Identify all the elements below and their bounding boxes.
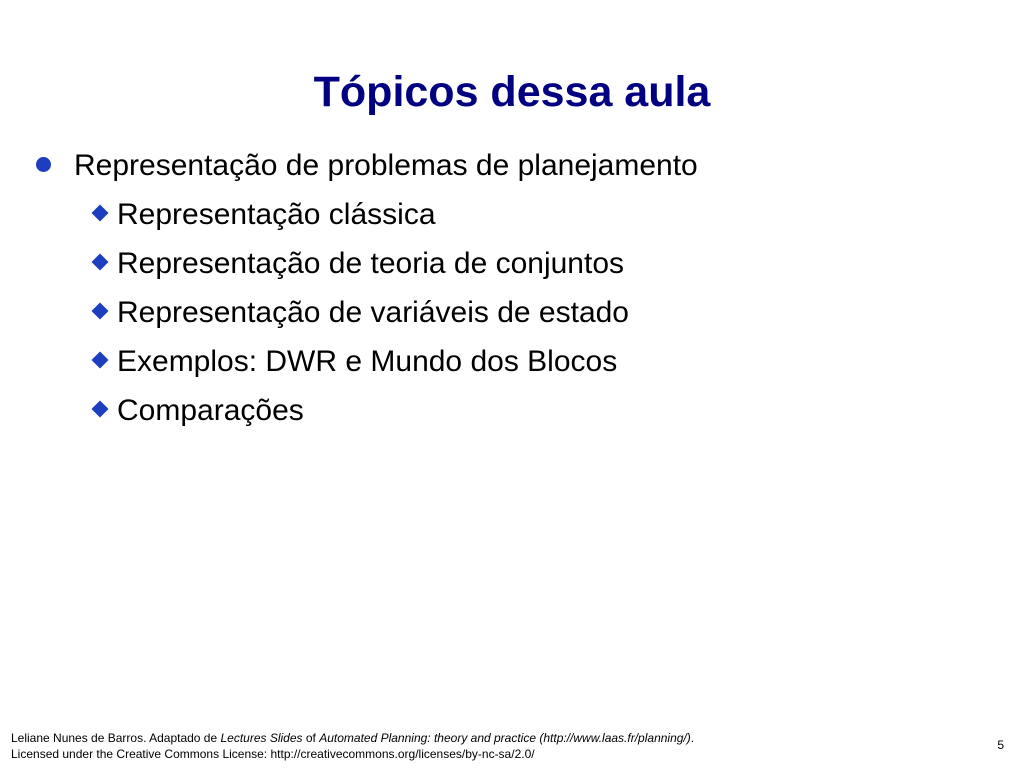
footer-text: of bbox=[302, 731, 320, 745]
sub-bullet-text: Exemplos: DWR e Mundo dos Blocos bbox=[117, 345, 618, 378]
sub-bullet-item bbox=[90, 339, 617, 385]
footer-italic-source: Automated Planning: theory and practice (http://www.laas.fr/planning/) bbox=[319, 731, 691, 745]
page-number: 5 bbox=[997, 738, 1004, 752]
diamond-bullet-icon bbox=[92, 205, 109, 222]
slide-title: Tópicos dessa aula bbox=[313, 68, 711, 116]
diamond-bullet-icon bbox=[92, 254, 109, 271]
footer-line-2: Licensed under the Creative Commons License: http://creativecommons.org/licenses/by-nc-sa/2.0/ bbox=[11, 747, 535, 761]
footer-text: . bbox=[690, 731, 695, 745]
bullet-text: Representação de problemas de planejamento bbox=[74, 149, 698, 182]
sub-bullet-text: Representação clássica bbox=[117, 198, 436, 231]
sub-bullet-item bbox=[90, 241, 624, 287]
footer-credits bbox=[11, 730, 694, 762]
sub-bullet-text: Representação de variáveis de estado bbox=[117, 296, 629, 329]
diamond-bullet-icon bbox=[92, 352, 109, 369]
sub-bullet-item bbox=[90, 388, 304, 434]
footer-text: Leliane Nunes de Barros. Adaptado de bbox=[11, 731, 221, 745]
bullet-item bbox=[36, 143, 698, 189]
sub-bullet-item bbox=[90, 192, 436, 238]
sub-bullet-text: Comparações bbox=[117, 394, 304, 427]
footer-line-1 bbox=[11, 730, 694, 746]
round-bullet-icon bbox=[36, 157, 51, 172]
sub-bullet-item bbox=[90, 290, 629, 336]
diamond-bullet-icon bbox=[92, 303, 109, 320]
footer-italic-title: Lectures Slides bbox=[220, 731, 303, 745]
diamond-bullet-icon bbox=[92, 401, 109, 418]
sub-bullet-text: Representação de teoria de conjuntos bbox=[117, 247, 625, 280]
